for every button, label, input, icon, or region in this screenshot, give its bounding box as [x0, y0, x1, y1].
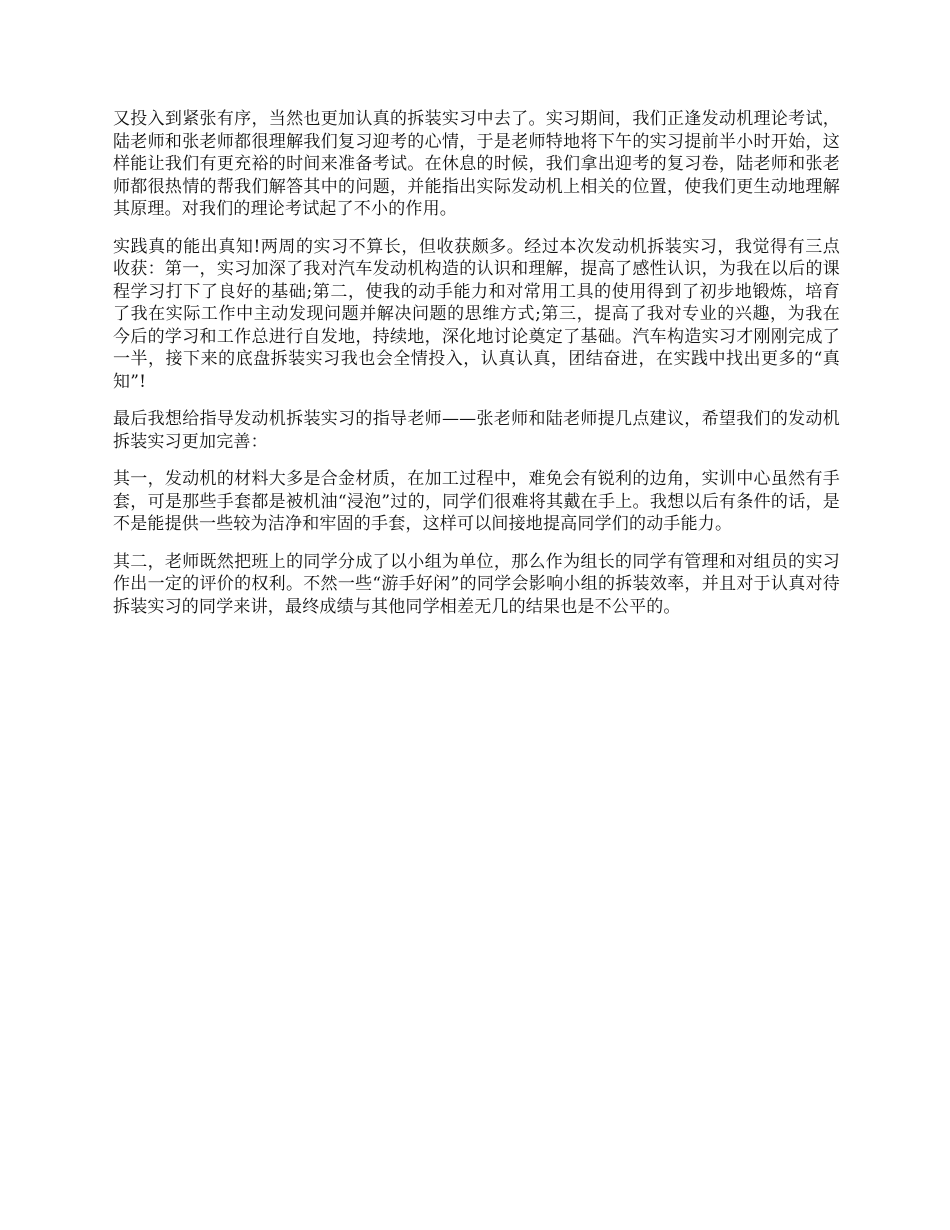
- paragraph: 其二，老师既然把班上的同学分成了以小组为单位，那么作为组长的同学有管理和对组员的实习作出一定的评价的权利。不然一些“游手好闲”的同学会影响小组的拆装效率，并且对于认真对待拆装实习的同学来讲，最终成绩与其他同学相差无几的结果也是不公平的。: [113, 551, 840, 617]
- document-body: [113, 108, 840, 633]
- paragraph: 又投入到紧张有序，当然也更加认真的拆装实习中去了。实习期间，我们正逢发动机理论考试，陆老师和张老师都很理解我们复习迎考的心情，于是老师特地将下午的实习提前半小时开始，这样能让我们有更充裕的时间来准备考试。在休息的时候，我们拿出迎考的复习卷，陆老师和张老师都很热情的帮我们解答其中的问题，并能指出实际发动机上相关的位置，使我们更生动地理解其原理。对我们的理论考试起了不小的作用。: [113, 109, 840, 219]
- paragraph: 实践真的能出真知!两周的实习不算长，但收获颇多。经过本次发动机拆装实习，我觉得有三点收获：第一，实习加深了我对汽车发动机构造的认识和理解，提高了感性认识，为我在以后的课程学习打下了良好的基础;第二，使我的动手能力和对常用工具的使用得到了初步地锻炼，培育了我在实际工作中主动发现问题并解决问题的思维方式;第三，提高了我对专业的兴趣，为我在今后的学习和工作总进行自发地，持续地，深化地讨论奠定了基础。汽车构造实习才刚刚完成了一半，接下来的底盘拆装实习我也会全情投入，认真认真，团结奋进，在实践中找出更多的“真知”!: [113, 236, 840, 392]
- paragraph: 其一，发动机的材料大多是合金材质，在加工过程中，难免会有锐利的边角，实训中心虽然有手套，可是那些手套都是被机油“浸泡”过的，同学们很难将其戴在手上。我想以后有条件的话，是不是能提供一些较为洁净和牢固的手套，这样可以间接地提高同学们的动手能力。: [113, 469, 840, 534]
- paragraph: 最后我想给指导发动机拆装实习的指导老师——张老师和陆老师提几点建议，希望我们的发动机拆装实习更加完善：: [113, 409, 840, 452]
